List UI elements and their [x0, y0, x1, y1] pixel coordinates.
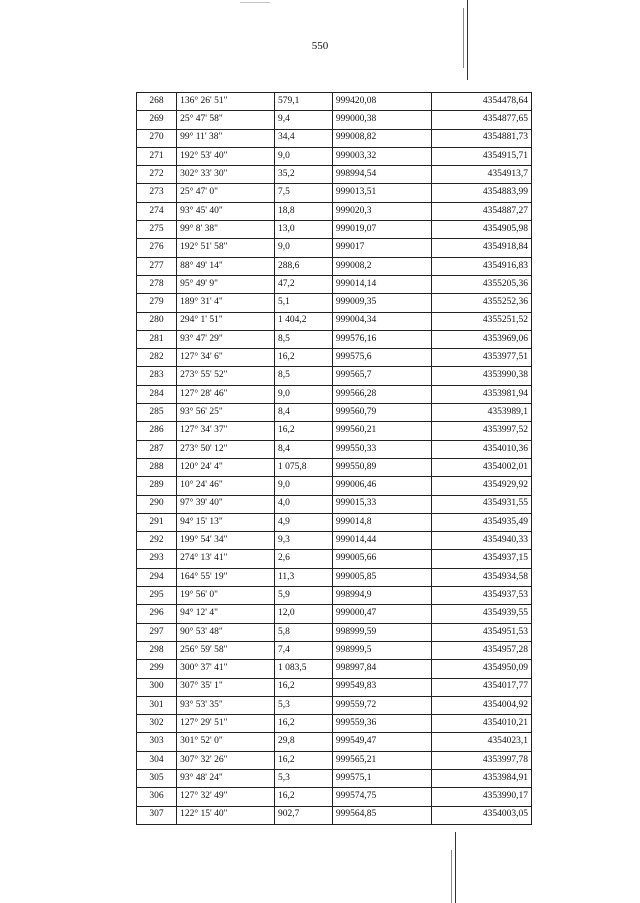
point-number-cell: 284	[137, 385, 177, 403]
table-row	[137, 623, 532, 641]
point-number-cell: 271	[137, 147, 177, 165]
point-number-cell: 275	[137, 221, 177, 239]
direction-angle-cell: 127° 32' 49"	[177, 788, 275, 806]
segment-length-cell: 1 075,8	[274, 458, 332, 476]
segment-length-cell: 1 404,2	[274, 312, 332, 330]
table-row	[137, 129, 532, 147]
point-number-cell: 289	[137, 477, 177, 495]
segment-length-cell: 5,1	[274, 294, 332, 312]
direction-angle-cell: 127° 29' 51"	[177, 715, 275, 733]
direction-angle-cell: 19° 56' 0"	[177, 587, 275, 605]
point-number-cell: 276	[137, 239, 177, 257]
coordinate-y-cell: 4354023,1	[432, 733, 532, 751]
coordinate-y-cell: 4354931,55	[432, 495, 532, 513]
point-number-cell: 268	[137, 93, 177, 111]
segment-length-cell: 9,4	[274, 111, 332, 129]
segment-length-cell: 8,5	[274, 330, 332, 348]
coordinate-y-cell: 4353997,52	[432, 422, 532, 440]
coordinate-x-cell: 999014,44	[332, 532, 431, 550]
coordinate-y-cell: 4354010,21	[432, 715, 532, 733]
table-row	[137, 221, 532, 239]
direction-angle-cell: 199° 54' 34"	[177, 532, 275, 550]
coordinate-x-cell: 999420,08	[332, 93, 431, 111]
scan-margin-line-bottom	[455, 832, 456, 903]
page-number: 550	[311, 40, 329, 52]
coordinate-y-cell: 4353981,94	[432, 385, 532, 403]
point-number-cell: 272	[137, 166, 177, 184]
direction-angle-cell: 300° 37' 41"	[177, 660, 275, 678]
segment-length-cell: 16,2	[274, 678, 332, 696]
coordinate-y-cell: 4354002,01	[432, 458, 532, 476]
coordinate-x-cell: 999565,7	[332, 367, 431, 385]
coordinate-x-cell: 999020,3	[332, 202, 431, 220]
coordinate-y-cell: 4354883,99	[432, 184, 532, 202]
coordinate-x-cell: 999574,75	[332, 788, 431, 806]
segment-length-cell: 16,2	[274, 349, 332, 367]
coordinate-y-cell: 4355251,52	[432, 312, 532, 330]
table-row	[137, 568, 532, 586]
segment-length-cell: 8,4	[274, 440, 332, 458]
direction-angle-cell: 93° 48' 24"	[177, 769, 275, 787]
table-row	[137, 202, 532, 220]
coordinate-x-cell: 999017	[332, 239, 431, 257]
segment-length-cell: 8,4	[274, 404, 332, 422]
point-number-cell: 285	[137, 404, 177, 422]
direction-angle-cell: 127° 34' 37"	[177, 422, 275, 440]
table-row	[137, 513, 532, 531]
segment-length-cell: 9,0	[274, 239, 332, 257]
table-row	[137, 239, 532, 257]
direction-angle-cell: 189° 31' 4"	[177, 294, 275, 312]
coordinate-x-cell: 999014,8	[332, 513, 431, 531]
table-row	[137, 440, 532, 458]
scan-margin-line-top	[467, 0, 468, 80]
table-row	[137, 422, 532, 440]
point-number-cell: 279	[137, 294, 177, 312]
table-row	[137, 93, 532, 111]
coordinate-x-cell: 999008,82	[332, 129, 431, 147]
direction-angle-cell: 99° 8' 38"	[177, 221, 275, 239]
segment-length-cell: 4,9	[274, 513, 332, 531]
segment-length-cell: 579,1	[274, 93, 332, 111]
direction-angle-cell: 10° 24' 46"	[177, 477, 275, 495]
segment-length-cell: 288,6	[274, 257, 332, 275]
direction-angle-cell: 94° 15' 13"	[177, 513, 275, 531]
direction-angle-cell: 25° 47' 0"	[177, 184, 275, 202]
coordinate-y-cell: 4354957,28	[432, 641, 532, 659]
point-number-cell: 280	[137, 312, 177, 330]
coordinate-x-cell: 999005,66	[332, 550, 431, 568]
table-row	[137, 385, 532, 403]
coordinate-x-cell: 998997,84	[332, 660, 431, 678]
table-row	[137, 257, 532, 275]
coordinate-x-cell: 999575,6	[332, 349, 431, 367]
point-number-cell: 282	[137, 349, 177, 367]
coordinate-y-cell: 4354004,92	[432, 696, 532, 714]
segment-length-cell: 7,5	[274, 184, 332, 202]
direction-angle-cell: 274° 13' 41"	[177, 550, 275, 568]
coordinate-x-cell: 999549,83	[332, 678, 431, 696]
point-number-cell: 274	[137, 202, 177, 220]
scan-noise-top	[240, 2, 270, 3]
coordinate-x-cell: 999004,34	[332, 312, 431, 330]
direction-angle-cell: 294° 1' 51"	[177, 312, 275, 330]
direction-angle-cell: 94° 12' 4"	[177, 605, 275, 623]
coordinate-y-cell: 4355205,36	[432, 275, 532, 293]
table-row	[137, 477, 532, 495]
segment-length-cell: 9,3	[274, 532, 332, 550]
point-number-cell: 292	[137, 532, 177, 550]
table-row	[137, 404, 532, 422]
table-row	[137, 751, 532, 769]
segment-length-cell: 16,2	[274, 751, 332, 769]
coordinate-x-cell: 999013,51	[332, 184, 431, 202]
scan-margin-line-bottom-2	[451, 850, 452, 903]
point-number-cell: 305	[137, 769, 177, 787]
table-row	[137, 769, 532, 787]
segment-length-cell: 5,8	[274, 623, 332, 641]
point-number-cell: 278	[137, 275, 177, 293]
point-number-cell: 303	[137, 733, 177, 751]
table-row	[137, 275, 532, 293]
table-row	[137, 550, 532, 568]
coordinate-y-cell: 4354940,33	[432, 532, 532, 550]
coordinate-y-cell: 4354939,55	[432, 605, 532, 623]
direction-angle-cell: 273° 55' 52"	[177, 367, 275, 385]
point-number-cell: 290	[137, 495, 177, 513]
segment-length-cell: 1 083,5	[274, 660, 332, 678]
coordinate-x-cell: 999565,21	[332, 751, 431, 769]
coordinate-y-cell: 4354937,53	[432, 587, 532, 605]
coordinate-y-cell: 4354934,58	[432, 568, 532, 586]
table-row	[137, 367, 532, 385]
coordinate-y-cell: 4354905,98	[432, 221, 532, 239]
coordinate-x-cell: 999000,47	[332, 605, 431, 623]
point-number-cell: 287	[137, 440, 177, 458]
point-number-cell: 307	[137, 806, 177, 824]
direction-angle-cell: 97° 39' 40"	[177, 495, 275, 513]
direction-angle-cell: 122° 15' 40"	[177, 806, 275, 824]
segment-length-cell: 7,4	[274, 641, 332, 659]
table-row	[137, 312, 532, 330]
point-number-cell: 306	[137, 788, 177, 806]
point-number-cell: 281	[137, 330, 177, 348]
point-number-cell: 294	[137, 568, 177, 586]
point-number-cell: 273	[137, 184, 177, 202]
coordinate-x-cell: 999560,79	[332, 404, 431, 422]
table-row	[137, 330, 532, 348]
point-number-cell: 269	[137, 111, 177, 129]
segment-length-cell: 34,4	[274, 129, 332, 147]
coordinate-x-cell: 999575,1	[332, 769, 431, 787]
direction-angle-cell: 120° 24' 4"	[177, 458, 275, 476]
coordinate-x-cell: 998994,9	[332, 587, 431, 605]
table-row	[137, 715, 532, 733]
coordinate-x-cell: 998999,5	[332, 641, 431, 659]
coordinate-x-cell: 999005,85	[332, 568, 431, 586]
point-number-cell: 291	[137, 513, 177, 531]
coordinate-x-cell: 999008,2	[332, 257, 431, 275]
segment-length-cell: 5,9	[274, 587, 332, 605]
point-number-cell: 298	[137, 641, 177, 659]
direction-angle-cell: 88° 49' 14"	[177, 257, 275, 275]
point-number-cell: 299	[137, 660, 177, 678]
segment-length-cell: 12,0	[274, 605, 332, 623]
segment-length-cell: 2,6	[274, 550, 332, 568]
coordinate-y-cell: 4353969,06	[432, 330, 532, 348]
table-row	[137, 166, 532, 184]
point-number-cell: 295	[137, 587, 177, 605]
point-number-cell: 304	[137, 751, 177, 769]
point-number-cell: 277	[137, 257, 177, 275]
coordinate-y-cell: 4354918,84	[432, 239, 532, 257]
direction-angle-cell: 25° 47' 58"	[177, 111, 275, 129]
table-row	[137, 587, 532, 605]
direction-angle-cell: 93° 56' 25"	[177, 404, 275, 422]
coordinate-y-cell: 4354881,73	[432, 129, 532, 147]
segment-length-cell: 16,2	[274, 788, 332, 806]
table-row	[137, 349, 532, 367]
direction-angle-cell: 93° 47' 29"	[177, 330, 275, 348]
segment-length-cell: 47,2	[274, 275, 332, 293]
segment-length-cell: 9,0	[274, 147, 332, 165]
coordinate-x-cell: 999000,38	[332, 111, 431, 129]
segment-length-cell: 8,5	[274, 367, 332, 385]
segment-length-cell: 35,2	[274, 166, 332, 184]
table-row	[137, 294, 532, 312]
coordinate-y-cell: 4355252,36	[432, 294, 532, 312]
table-row	[137, 147, 532, 165]
coordinate-y-cell: 4354478,64	[432, 93, 532, 111]
coordinate-y-cell: 4354017,77	[432, 678, 532, 696]
coordinate-y-cell: 4353989,1	[432, 404, 532, 422]
coordinate-x-cell: 999576,16	[332, 330, 431, 348]
coordinate-y-cell: 4354950,09	[432, 660, 532, 678]
table-row	[137, 806, 532, 824]
table-row	[137, 788, 532, 806]
direction-angle-cell: 93° 53' 35"	[177, 696, 275, 714]
segment-length-cell: 18,8	[274, 202, 332, 220]
segment-length-cell: 5,3	[274, 696, 332, 714]
segment-length-cell: 9,0	[274, 385, 332, 403]
direction-angle-cell: 302° 33' 30"	[177, 166, 275, 184]
point-number-cell: 286	[137, 422, 177, 440]
coordinate-y-cell: 4354929,92	[432, 477, 532, 495]
coordinate-y-cell: 4354877,65	[432, 111, 532, 129]
direction-angle-cell: 192° 53' 40"	[177, 147, 275, 165]
segment-length-cell: 5,3	[274, 769, 332, 787]
scan-margin-line-top-2	[463, 8, 464, 68]
coordinate-y-cell: 4354915,71	[432, 147, 532, 165]
point-number-cell: 302	[137, 715, 177, 733]
coordinate-x-cell: 999559,36	[332, 715, 431, 733]
table-row	[137, 678, 532, 696]
coordinate-y-cell: 4354935,49	[432, 513, 532, 531]
coordinate-y-cell: 4354003,05	[432, 806, 532, 824]
direction-angle-cell: 301° 52' 0"	[177, 733, 275, 751]
table-row	[137, 532, 532, 550]
coordinate-y-cell: 4353977,51	[432, 349, 532, 367]
coordinate-y-cell: 4354887,27	[432, 202, 532, 220]
point-number-cell: 270	[137, 129, 177, 147]
direction-angle-cell: 307° 35' 1"	[177, 678, 275, 696]
coordinates-table	[136, 92, 532, 825]
direction-angle-cell: 99° 11' 38"	[177, 129, 275, 147]
segment-length-cell: 11,3	[274, 568, 332, 586]
coordinate-x-cell: 998999,59	[332, 623, 431, 641]
coordinate-x-cell: 999015,33	[332, 495, 431, 513]
direction-angle-cell: 273° 50' 12"	[177, 440, 275, 458]
segment-length-cell: 16,2	[274, 422, 332, 440]
point-number-cell: 301	[137, 696, 177, 714]
direction-angle-cell: 90° 53' 48"	[177, 623, 275, 641]
coordinate-x-cell: 999550,33	[332, 440, 431, 458]
direction-angle-cell: 93° 45' 40"	[177, 202, 275, 220]
coordinate-y-cell: 4353984,91	[432, 769, 532, 787]
table-row	[137, 495, 532, 513]
table-row	[137, 111, 532, 129]
coordinate-x-cell: 999006,46	[332, 477, 431, 495]
direction-angle-cell: 95° 49' 9"	[177, 275, 275, 293]
coordinate-y-cell: 4354951,53	[432, 623, 532, 641]
segment-length-cell: 16,2	[274, 715, 332, 733]
direction-angle-cell: 256° 59' 58"	[177, 641, 275, 659]
table-row	[137, 458, 532, 476]
segment-length-cell: 4,0	[274, 495, 332, 513]
coordinate-x-cell: 999019,07	[332, 221, 431, 239]
coordinate-x-cell: 999564,85	[332, 806, 431, 824]
table-row	[137, 660, 532, 678]
segment-length-cell: 13,0	[274, 221, 332, 239]
coordinate-x-cell: 999560,21	[332, 422, 431, 440]
segment-length-cell: 29,8	[274, 733, 332, 751]
coordinate-y-cell: 4353990,38	[432, 367, 532, 385]
point-number-cell: 297	[137, 623, 177, 641]
coordinate-x-cell: 999559,72	[332, 696, 431, 714]
coordinates-table-body	[137, 93, 532, 825]
coordinate-y-cell: 4353990,17	[432, 788, 532, 806]
direction-angle-cell: 164° 55' 19"	[177, 568, 275, 586]
direction-angle-cell: 192° 51' 58"	[177, 239, 275, 257]
coordinate-y-cell: 4354913,7	[432, 166, 532, 184]
point-number-cell: 296	[137, 605, 177, 623]
coordinate-y-cell: 4354916,83	[432, 257, 532, 275]
point-number-cell: 283	[137, 367, 177, 385]
point-number-cell: 288	[137, 458, 177, 476]
direction-angle-cell: 307° 32' 26"	[177, 751, 275, 769]
coordinate-y-cell: 4353997,78	[432, 751, 532, 769]
direction-angle-cell: 136° 26' 51"	[177, 93, 275, 111]
coordinate-x-cell: 999009,35	[332, 294, 431, 312]
coordinate-x-cell: 999014,14	[332, 275, 431, 293]
point-number-cell: 300	[137, 678, 177, 696]
direction-angle-cell: 127° 34' 6"	[177, 349, 275, 367]
coordinate-x-cell: 999003,32	[332, 147, 431, 165]
table-row	[137, 605, 532, 623]
coordinate-x-cell: 998994,54	[332, 166, 431, 184]
direction-angle-cell: 127° 28' 46"	[177, 385, 275, 403]
table-row	[137, 733, 532, 751]
point-number-cell: 293	[137, 550, 177, 568]
coordinate-y-cell: 4354937,15	[432, 550, 532, 568]
coordinate-x-cell: 999550,89	[332, 458, 431, 476]
segment-length-cell: 902,7	[274, 806, 332, 824]
segment-length-cell: 9,0	[274, 477, 332, 495]
coordinate-x-cell: 999549,47	[332, 733, 431, 751]
table-row	[137, 641, 532, 659]
table-row	[137, 696, 532, 714]
coordinate-x-cell: 999566,28	[332, 385, 431, 403]
coordinate-y-cell: 4354010,36	[432, 440, 532, 458]
table-row	[137, 184, 532, 202]
